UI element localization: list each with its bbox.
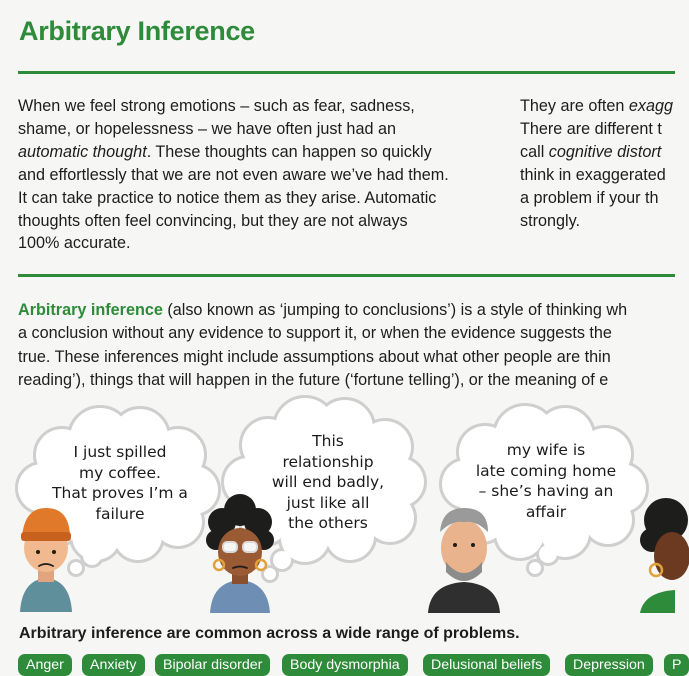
header-divider (18, 71, 675, 74)
tag-anger[interactable]: Anger (18, 654, 72, 676)
intro-left-line: 100% accurate. (18, 234, 131, 253)
thought-text-2: This relationship will end badly, just like all the others (271, 432, 385, 532)
section-divider (18, 274, 675, 277)
intro-right-line: call cognitive distort (520, 142, 662, 161)
tag-body-dysmorphia[interactable]: Body dysmorphia (282, 654, 408, 676)
definition-term: Arbitrary inference (18, 301, 163, 319)
tag-delusional-beliefs[interactable]: Delusional beliefs (423, 654, 550, 676)
tag-bipolar-disorder[interactable]: Bipolar disorder (155, 654, 270, 676)
common-problems-heading: Arbitrary inference are common across a wide range of problems. (19, 625, 520, 642)
intro-left-line: shame, or hopelessness – we have often just had an (18, 119, 396, 138)
intro-left-line: When we feel strong emotions – such as fear, sadness, (18, 97, 415, 115)
page-title: Arbitrary Inference (19, 16, 255, 46)
tag-depression[interactable]: Depression (565, 654, 653, 676)
tag-anxiety[interactable]: Anxiety (82, 654, 145, 676)
intro-right-line: a problem if your th (520, 188, 659, 207)
definition-paragraph (18, 299, 627, 392)
intro-right-line: There are different t (520, 119, 662, 138)
definition-line: true. These inferences might include assumptions about what other people are thin (18, 347, 611, 366)
intro-left-line: It can take practice to notice them as they arise. Automatic (18, 188, 437, 207)
intro-right-column (520, 95, 673, 232)
intro-right-line: They are often exagg (520, 97, 673, 115)
intro-left-line: thoughts often feel convincing, but they are not always (18, 211, 408, 230)
cognitive-distortions-term: cognitive distort (548, 142, 662, 161)
intro-left-column (18, 95, 449, 255)
tag-truncated[interactable]: P (664, 654, 689, 676)
automatic-thought-term: automatic thought (18, 142, 147, 161)
definition-line: a conclusion without any evidence to support it, or when the evidence suggests the (18, 324, 612, 343)
intro-left-line: automatic thought. These thoughts can happen so quickly (18, 142, 432, 161)
thought-text-3: my wife is late coming home – she’s having an affair (475, 441, 617, 521)
definition-line: Arbitrary inference (also known as ‘jumping to conclusions’) is a style of thinking wh (18, 301, 628, 319)
intro-right-line: think in exaggerated (520, 165, 666, 184)
person-edge-figure (640, 498, 689, 613)
intro-left-line: and effortlessly that we are not even aware we’ve had them. (18, 165, 449, 184)
definition-line: reading’), things that will happen in the future (‘fortune telling’), or the meaning of e (18, 370, 609, 389)
thought-text-1: I just spilled my coffee. That proves I’m a failure (52, 443, 188, 523)
intro-right-line: strongly. (520, 211, 580, 230)
